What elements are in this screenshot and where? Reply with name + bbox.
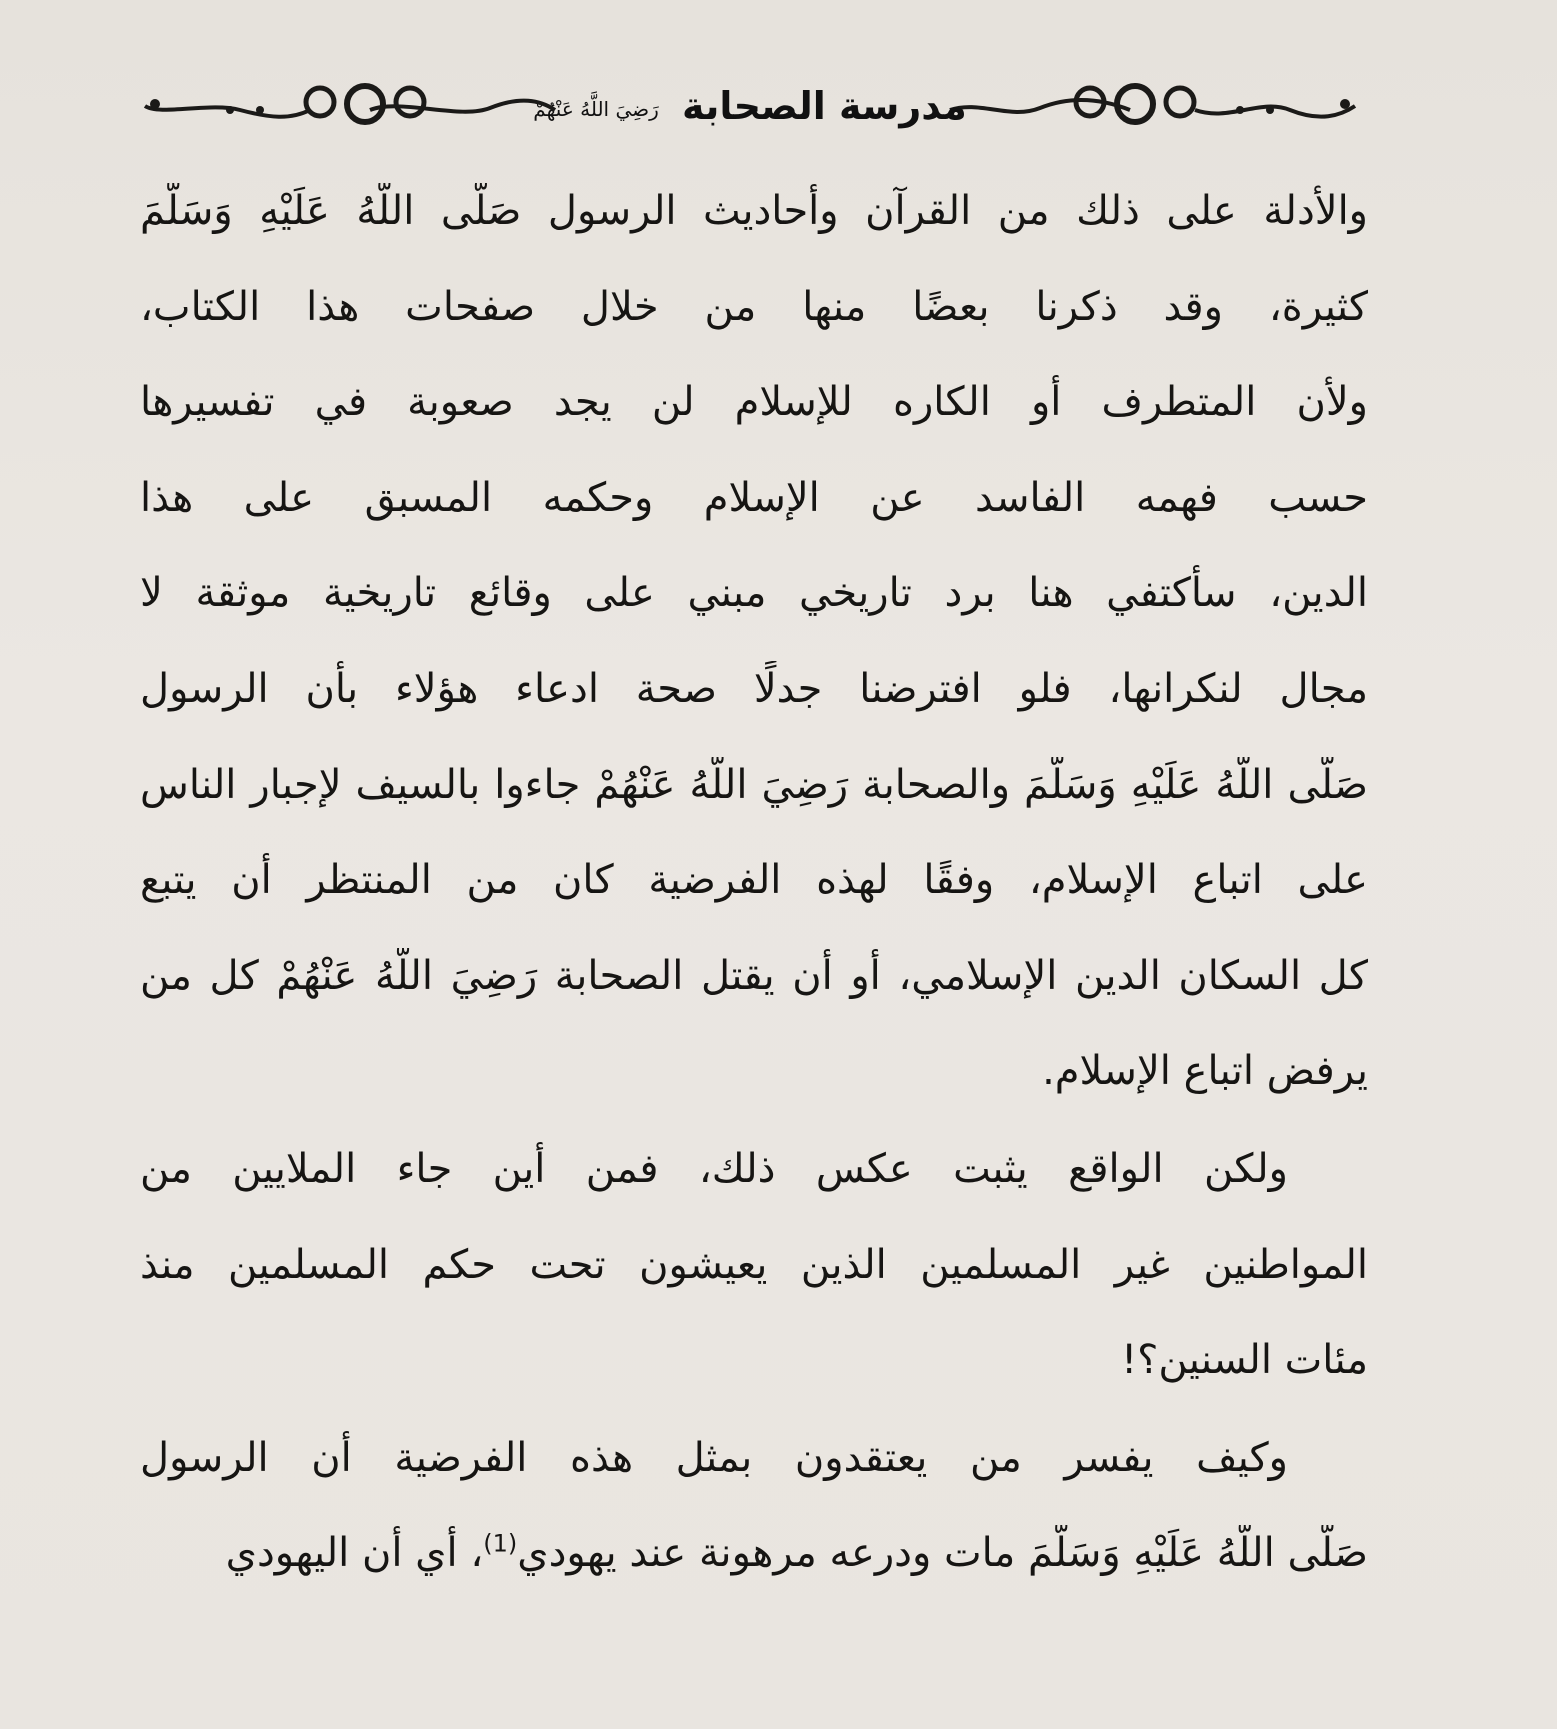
header-honorific: رَضِيَ اللَّهُ عَنْهُمْ [533, 96, 659, 121]
text-segment: ، أي أن اليهودي [225, 1530, 484, 1577]
running-header [140, 76, 1360, 146]
text-line: مئات السنين؟! [1121, 1337, 1368, 1384]
header-title-text: مدرسة الصحابة [682, 84, 967, 128]
paragraph-start-line: وكيف يفسر من يعتقدون بمثل هذه الفرضية أن الرسول [140, 1434, 1288, 1481]
text-line: صَلَّى اللَّهُ عَلَيْهِ وَسَلَّمَ والصحابة رَضِيَ اللَّهُ عَنْهُمْ جاءوا بالسيف لإجبار الناس [140, 761, 1368, 808]
text-line: الدين، سأكتفي هنا برد تاريخي مبني على وقائع تاريخية موثقة لا [140, 570, 1368, 617]
text-line: على اتباع الإسلام، وفقًا لهذه الفرضية كان من المنتظر أن يتبع [140, 857, 1368, 904]
text-line: حسب فهمه الفاسد عن الإسلام وحكمه المسبق على هذا [140, 474, 1368, 521]
header-ornament-left-icon [140, 80, 560, 136]
text-line-with-footnote [140, 1525, 1368, 1621]
text-line: المواطنين غير المسلمين الذين يعيشون تحت حكم المسلمين منذ [140, 1241, 1368, 1288]
body-text [140, 183, 1368, 1621]
text-line: مجال لنكرانها، فلو افترضنا جدلًا صحة ادعاء هؤلاء بأن الرسول [140, 665, 1368, 712]
text-line: ولأن المتطرف أو الكاره للإسلام لن يجد صعوبة في تفسيرها [140, 379, 1368, 426]
paragraph-start-line: ولكن الواقع يثبت عكس ذلك، فمن أين جاء الملايين من [140, 1145, 1288, 1192]
text-line: كثيرة، وقد ذكرنا بعضًا منها من خلال صفحات هذا الكتاب، [140, 283, 1368, 330]
text-line: كل السكان الدين الإسلامي، أو أن يقتل الصحابة رَضِيَ اللَّهُ عَنْهُمْ كل من [140, 952, 1368, 999]
text-segment: صَلَّى اللَّهُ عَلَيْهِ وَسَلَّمَ مات ودرعه مرهونة عند يهودي [517, 1530, 1368, 1577]
footnote-marker[interactable]: (1) [483, 1529, 518, 1558]
text-line: يرفض اتباع الإسلام. [1042, 1048, 1368, 1095]
text-line: والأدلة على ذلك من القرآن وأحاديث الرسول صَلَّى اللَّهُ عَلَيْهِ وَسَلَّمَ [140, 188, 1368, 234]
